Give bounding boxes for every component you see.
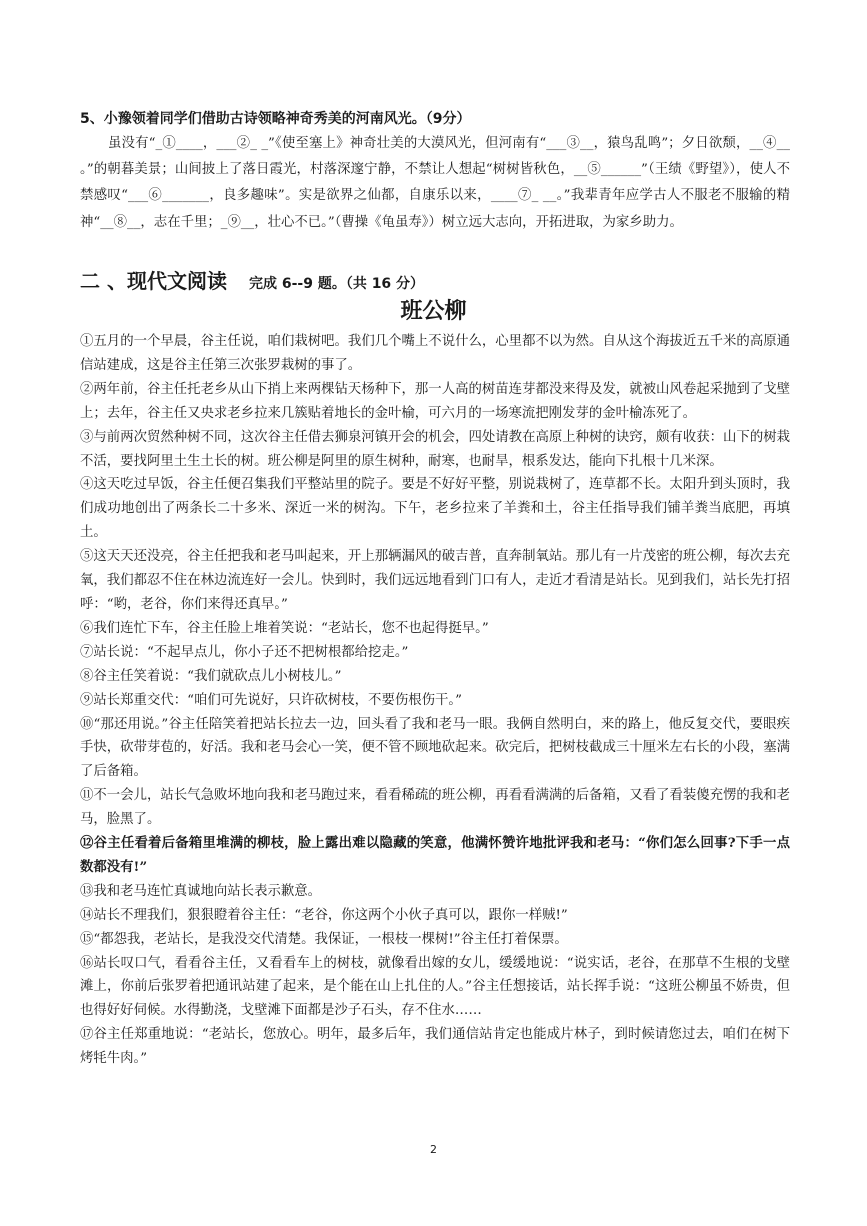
paragraph-11: ⑪不一会儿，站长气急败坏地向我和老马跑过来，看看稀疏的班公柳，再看看满满的后备箱，又看了看装傻充愣的我和老马，脸黑了。 — [80, 788, 790, 828]
paragraph-6: ⑥我们连忙下车，谷主任脸上堆着笑说：“老站长，您不也起得挺早。” — [80, 620, 489, 636]
paragraph-5: ⑤这天天还没亮，谷主任把我和老马叫起来，开上那辆漏风的破吉普，直奔制氧站。那儿有一片茂密的班公柳，每次去充氧，我们都忍不住在林边流连好一会儿。快到时，我们远远地看到门口有人，走近才看清是站长。见到我们，站长先打招呼：“哟，老谷，你们来得还真早。” — [80, 549, 790, 612]
paragraph-3: ③与前两次贸然种树不同，这次谷主任借去狮泉河镇开会的机会，四处请教在高原上种树的诀窍，颇有收获：山下的树栽不活，要找阿里土生土长的树。班公柳是阿里的原生树种，耐寒，也耐旱，根系发达，能向下扎根十几米深。 — [80, 429, 790, 469]
paragraph-12: ⑫谷主任看着后备箱里堆满的柳枝，脸上露出难以隐藏的笑意，他满怀赞许地批评我和老马：“你们怎么回事?下手一点数都没有!” — [80, 835, 790, 875]
paragraph-8: ⑧谷主任笑着说：“我们就砍点儿小树枝儿。” — [80, 668, 342, 684]
paragraph-2: ②两年前，谷主任托老乡从山下捎上来两棵钻天杨种下，那一人高的树苗连芽都没来得及发，就被山风卷起采抛到了戈壁上；去年，谷主任又央求老乡拉来几簇贴着地长的金叶榆，可六月的一场寒流把刚发芽的金叶榆冻死了。 — [80, 381, 790, 421]
paragraph-4: ④这天吃过早饭，谷主任便召集我们平整站里的院子。要是不好好平整，别说栽树了，连草都不长。太阳升到头顶时，我们成功地创出了两条长二十多米、深近一米的树沟。下午，老乡拉来了羊粪和土，谷主任指导我们铺羊粪当底肥，再填土。 — [80, 477, 790, 541]
paragraph-10: ⑩“那还用说。”谷主任陪笑着把站长拉去一边，回头看了我和老马一眼。我俩自然明白，来的路上，他反复交代，要眼疾手快，砍带芽苞的，好活。我和老马会心一笑，便不管不顾地砍起来。砍完后，把树枝截成三十厘米左右长的小段，塞满了后备箱。 — [80, 716, 790, 780]
story-body — [80, 330, 790, 1071]
paragraph-9: ⑨站长郑重交代：“咱们可先说好，只许砍树枝，不要伤根伤干。” — [80, 692, 462, 708]
paragraph-13: ⑬我和老马连忙真诚地向站长表示歉意。 — [80, 883, 322, 899]
paragraph-16: ⑯站长叹口气，看看谷主任，又看看车上的树枝，就像看出嫁的女儿，缓缓地说：“说实话，老谷，在那草不生根的戈壁滩上，你前后张罗着把通讯站建了起来，是个能在山上扎住的人。”谷主任想接话，站长挥手说：“这班公柳虽不娇贵，但也得好好伺候。水得勤浇，戈壁滩下面都是沙子石头，存不住水…… — [80, 955, 790, 1019]
story-title: 班公柳 — [400, 299, 467, 324]
question-5-title: 5、小豫领着同学们借助古诗领略神奇秀美的河南风光。（9分） — [80, 111, 471, 127]
section-title: 二 、现代文阅读 — [80, 269, 227, 293]
paragraph-17: ⑰谷主任郑重地说：“老站长，您放心。明年，最多后年，我们通信站肯定也能成片林子，到时候请您过去，咱们在树下烤牦牛肉。” — [80, 1027, 790, 1067]
section-heading — [80, 265, 424, 294]
paragraph-7: ⑦站长说：“不起早点儿，你小子还不把树根都给挖走。” — [80, 644, 409, 660]
question-5-body: 虽没有“_①____，___②_ _”《使至塞上》神奇壮美的大漠风光，但河南有“___③__，猿鸟乱鸣”；夕日欲颓，__④__ 。”的朝暮美景；山间披上了落日霞光，村落深邃宁静，不禁让人想起“树树皆秋色，__⑤______”（王绩《野望》），使人不禁感叹“___⑥_______，良多趣味”。实是欲界之仙都，自康乐以来，____⑦_ __。”我辈青年应学古人不服老不服输的精神“__⑧__，志在千里；_⑨__，壮心不已。”（曹操《龟虽寿》）树立远大志向，开拓进取，为家乡助力。 — [80, 136, 790, 230]
paragraph-1: ①五月的一个早晨，谷主任说，咱们栽树吧。我们几个嘴上不说什么，心里都不以为然。自从这个海拔近五千米的高原通信站建成，这是谷主任第三次张罗栽树的事了。 — [80, 334, 790, 373]
page-number: 2 — [430, 1143, 437, 1156]
section-note: 完成 6--9 题。（共 16 分） — [248, 276, 425, 292]
paragraph-14: ⑭站长不理我们，狠狠瞪着谷主任：“老谷，你这两个小伙子真可以，跟你一样贼!” — [80, 907, 568, 923]
paragraph-15: ⑮“都怨我，老站长，是我没交代清楚。我保证，一根枝一棵树!”谷主任打着保票。 — [80, 931, 568, 947]
